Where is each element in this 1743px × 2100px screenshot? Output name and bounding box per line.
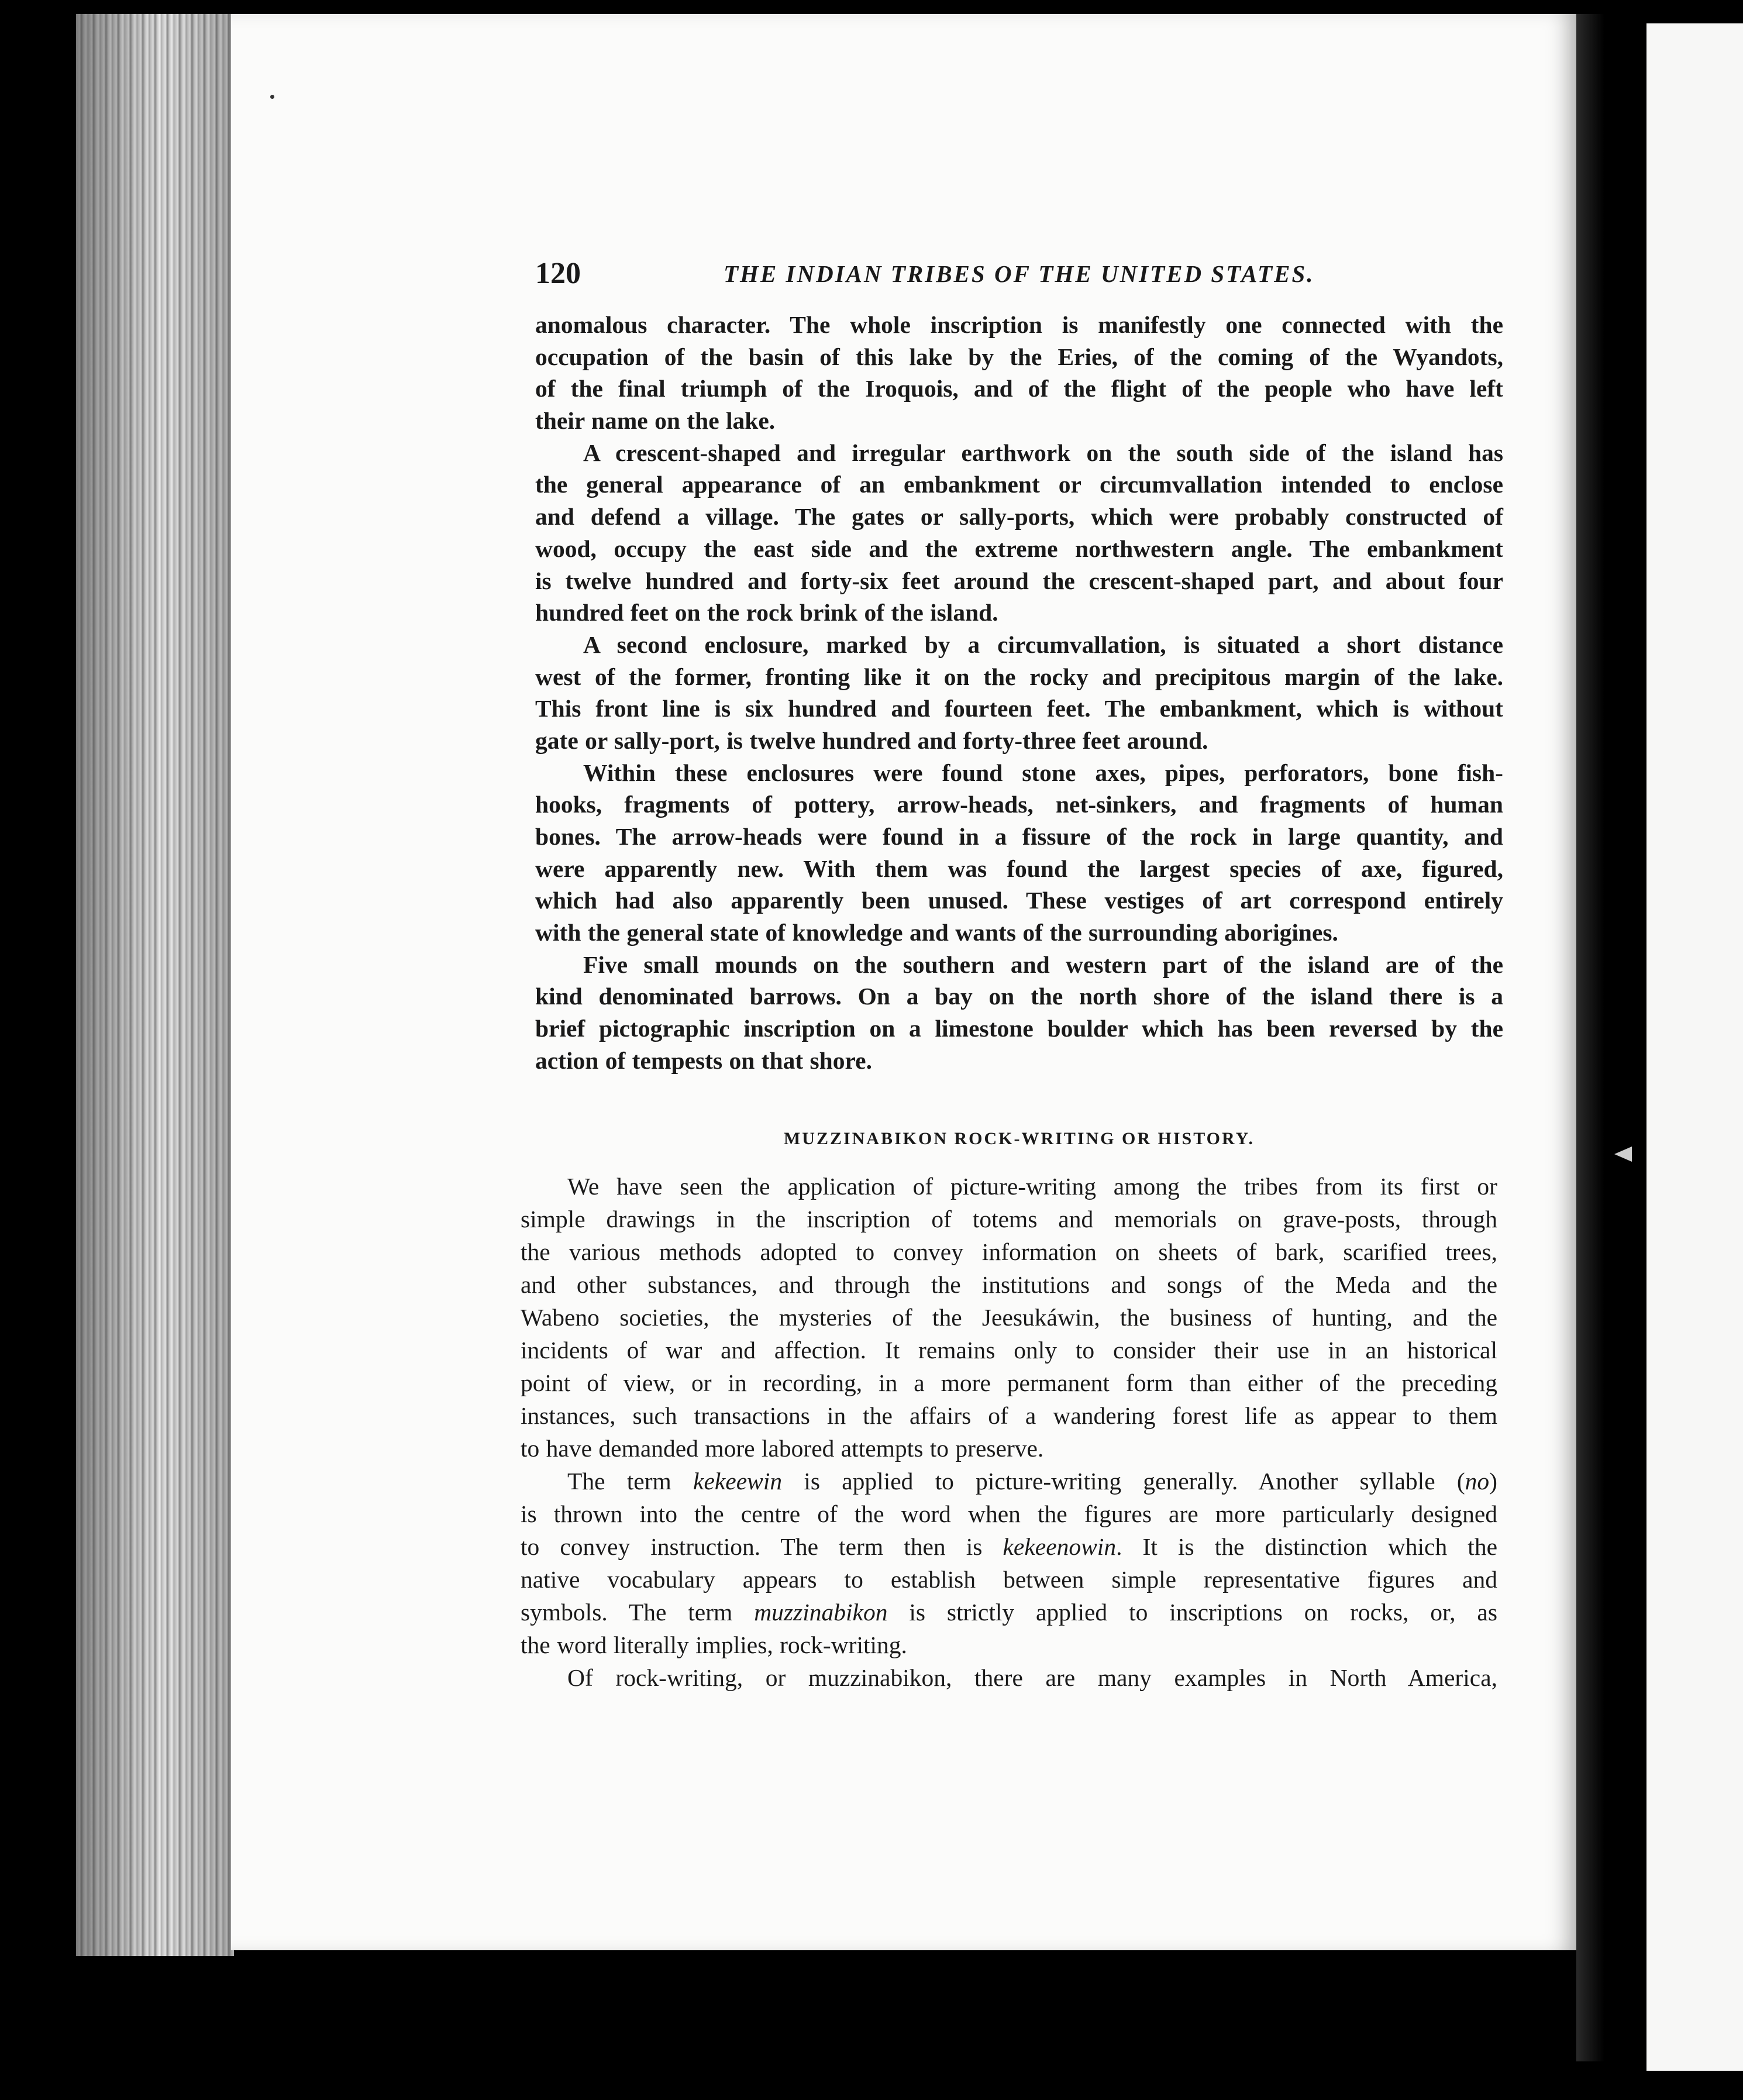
text-line: west of the former, fronting like it on the rocky and precipitous margin of the lake.	[535, 663, 1503, 690]
text-line: incidents of war and affection. It remains only to consider their use in an historical	[521, 1337, 1497, 1364]
book-page-edges	[76, 14, 234, 1956]
text-run: symbols. The term	[521, 1599, 755, 1626]
text-run: to convey instruction. The term then is	[521, 1533, 1003, 1560]
text-line: which had also apparently been unused. These vestiges of art correspond entirely	[535, 887, 1503, 914]
text-line: kind denominated barrows. On a bay on the north shore of the island there is a	[535, 983, 1503, 1010]
text-line: the word literally implies, rock-writing.	[521, 1631, 907, 1658]
text-line: point of view, or in recording, in a more permanent form than either of the preceding	[521, 1369, 1497, 1396]
text-line: instances, such transactions in the affairs of a wandering forest life as appear to them	[521, 1402, 1497, 1429]
text-run: is strictly applied to inscriptions on rocks, or, as	[887, 1599, 1497, 1626]
page-number: 120	[535, 257, 581, 290]
text-line: and defend a village. The gates or sally-ports, which were probably constructed of	[535, 503, 1503, 531]
italic-term: no	[1465, 1468, 1490, 1495]
text-line: is twelve hundred and forty-six feet around the crescent-shaped part, and about four	[535, 567, 1503, 594]
section-heading: MUZZINABIKON ROCK-WRITING OR HISTORY.	[783, 1129, 1255, 1148]
text-line: to have demanded more labored attempts to preserve.	[521, 1435, 1044, 1462]
text-line: their name on the lake.	[535, 407, 776, 435]
text-line: were apparently new. With them was found the largest species of axe, figured,	[535, 855, 1503, 882]
text-line: brief pictographic inscription on a limestone boulder which has been reversed by the	[535, 1015, 1503, 1042]
text-line: Five small mounds on the southern and western part of the island are of the	[583, 951, 1503, 978]
text-run: . It is the distinction which the	[1116, 1533, 1497, 1560]
text-run: is applied to picture-writing generally. Another syllable (	[782, 1468, 1465, 1495]
text-block-upper	[535, 309, 1503, 1077]
text-line: the various methods adopted to convey information on sheets of bark, scarified trees,	[521, 1238, 1497, 1265]
running-head	[535, 253, 1518, 294]
book-gutter	[1576, 14, 1646, 2061]
text-line: Of rock-writing, or muzzinabikon, there are many examples in North America,	[567, 1664, 1497, 1691]
text-line: A crescent-shaped and irregular earthwork on the south side of the island has	[583, 439, 1503, 466]
text-line: of the final triumph of the Iroquois, and of the flight of the people who have left	[535, 375, 1503, 402]
text-line: We have seen the application of picture-writing among the tribes from its first or	[567, 1173, 1497, 1200]
text-line: with the general state of knowledge and wants of the surrounding aborigines.	[535, 919, 1338, 946]
italic-term: kekeenowin	[1003, 1533, 1117, 1560]
italic-term: kekeewin	[693, 1468, 783, 1495]
text-run: )	[1489, 1468, 1497, 1495]
text-line	[521, 1596, 1497, 1629]
text-line: is thrown into the centre of the word when the figures are more particularly designed	[521, 1500, 1497, 1527]
text-line: native vocabulary appears to establish between simple representative figures and	[521, 1566, 1497, 1593]
paper-speck	[270, 95, 274, 99]
text-line	[521, 1530, 1497, 1563]
text-run: The term	[567, 1468, 694, 1495]
text-block-lower	[521, 1170, 1497, 1694]
text-line: hundred feet on the rock brink of the island.	[535, 599, 998, 626]
text-line: Within these enclosures were found stone axes, pipes, perforators, bone fish-	[583, 759, 1503, 786]
text-line: Wabeno societies, the mysteries of the Jeesukáwin, the business of hunting, and the	[521, 1304, 1497, 1331]
italic-term: muzzinabikon	[754, 1599, 888, 1626]
text-line: action of tempests on that shore.	[535, 1046, 872, 1074]
text-line	[521, 1465, 1497, 1497]
facing-page-edge	[1646, 23, 1743, 2071]
text-line: the general appearance of an embankment or circumvallation intended to enclose	[535, 471, 1503, 498]
text-line: bones. The arrow-heads were found in a fissure of the rock in large quantity, and	[535, 823, 1503, 850]
text-line: This front line is six hundred and fourteen feet. The embankment, which is without	[535, 695, 1503, 722]
text-line: anomalous character. The whole inscription is manifestly one connected with the	[535, 311, 1503, 338]
text-line: gate or sally-port, is twelve hundred and forty-three feet around.	[535, 727, 1208, 754]
text-line: A second enclosure, marked by a circumvallation, is situated a short distance	[583, 631, 1503, 658]
text-line: wood, occupy the east side and the extreme northwestern angle. The embankment	[535, 535, 1503, 562]
text-line: and other substances, and through the institutions and songs of the Meda and the	[521, 1271, 1497, 1298]
text-line: hooks, fragments of pottery, arrow-heads, net-sinkers, and fragments of human	[535, 791, 1503, 818]
text-line: occupation of the basin of this lake by the Eries, of the coming of the Wyandots,	[535, 343, 1503, 370]
running-title: THE INDIAN TRIBES OF THE UNITED STATES.	[724, 260, 1315, 287]
text-line: simple drawings in the inscription of totems and memorials on grave-posts, through	[521, 1206, 1497, 1233]
